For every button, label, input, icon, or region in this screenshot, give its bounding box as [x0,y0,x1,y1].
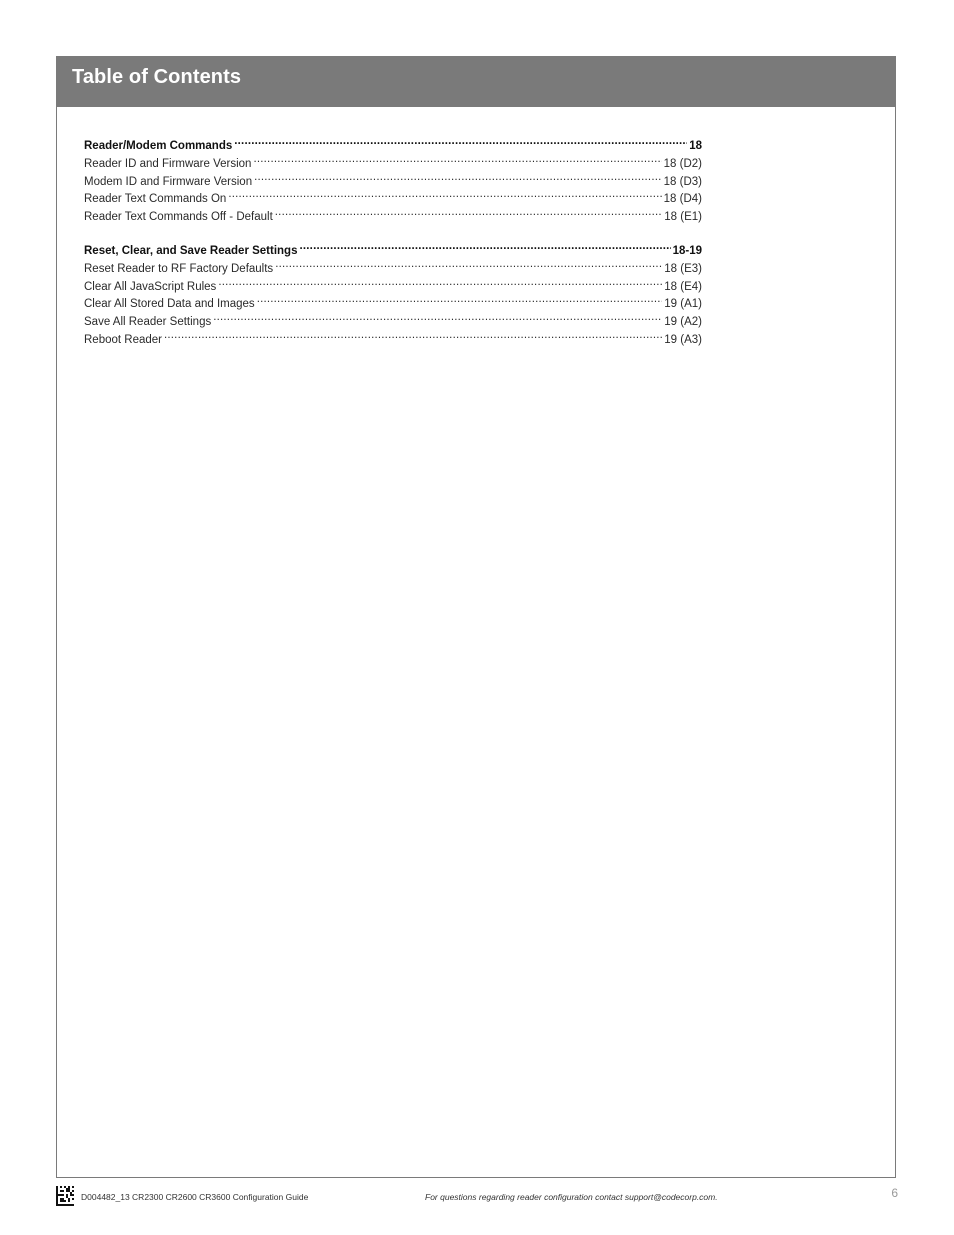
page-title: Table of Contents [72,66,242,88]
toc-leader-dots [257,295,663,307]
toc-item[interactable] [84,278,702,296]
toc-item-label: Clear All JavaScript Rules [84,280,217,293]
toc-item[interactable] [84,260,702,278]
toc-item-page: 18 (D4) [663,193,702,206]
toc-leader-dots [234,137,687,149]
toc-heading-label: Reader/Modem Commands [84,140,233,152]
toc-item-label: Save All Reader Settings [84,316,212,329]
toc-item[interactable] [84,155,702,173]
toc-heading-page: 18 [689,140,702,152]
toc-item-page: 18 (E1) [664,211,702,224]
table-of-contents [84,137,702,365]
toc-item-label: Reboot Reader [84,333,162,346]
page-footer [56,1186,898,1208]
document-id: D004482_13 CR2300 CR2600 CR3600 Configuration Guide [81,1192,309,1202]
toc-item-label: Reader Text Commands Off - Default [84,211,273,224]
toc-leader-dots [228,190,661,202]
toc-heading[interactable] [84,137,702,155]
toc-item-page: 19 (A3) [664,333,702,346]
toc-heading-label: Reset, Clear, and Save Reader Settings [84,244,298,257]
page-frame [56,56,896,1178]
toc-item-label: Reset Reader to RF Factory Defaults [84,262,274,275]
toc-heading[interactable] [84,242,702,260]
page-number: 6 [891,1186,898,1200]
toc-item-page: 18 (D2) [663,157,702,170]
toc-item-label: Clear All Stored Data and Images [84,298,255,311]
toc-item[interactable] [84,295,702,313]
toc-item-page: 19 (A2) [664,316,702,329]
toc-item[interactable] [84,331,702,349]
toc-item-label: Modem ID and Firmware Version [84,175,253,188]
toc-item[interactable] [84,190,702,208]
toc-section-reader-modem-commands [84,137,702,226]
header-bar [57,57,895,107]
toc-item[interactable] [84,313,702,331]
toc-item-label: Reader Text Commands On [84,193,227,206]
toc-leader-dots [299,242,670,254]
toc-section-reset-clear-save [84,242,702,349]
toc-leader-dots [253,155,661,167]
toc-heading-page: 18-19 [672,244,702,257]
toc-item-page: 18 (E4) [664,280,702,293]
datamatrix-code-icon [56,1186,74,1206]
toc-item-page: 18 (E3) [664,262,702,275]
toc-item-label: Reader ID and Firmware Version [84,157,252,170]
toc-leader-dots [218,278,662,290]
toc-leader-dots [275,260,662,272]
toc-item-page: 19 (A1) [664,298,702,311]
toc-item[interactable] [84,173,702,191]
support-contact-text: For questions regarding reader configuration contact support@codecorp.com. [425,1192,718,1202]
toc-leader-dots [254,173,662,185]
toc-item[interactable] [84,208,702,226]
toc-item-page: 18 (D3) [663,175,702,188]
toc-leader-dots [164,331,662,343]
toc-leader-dots [275,208,663,220]
toc-leader-dots [213,313,662,325]
